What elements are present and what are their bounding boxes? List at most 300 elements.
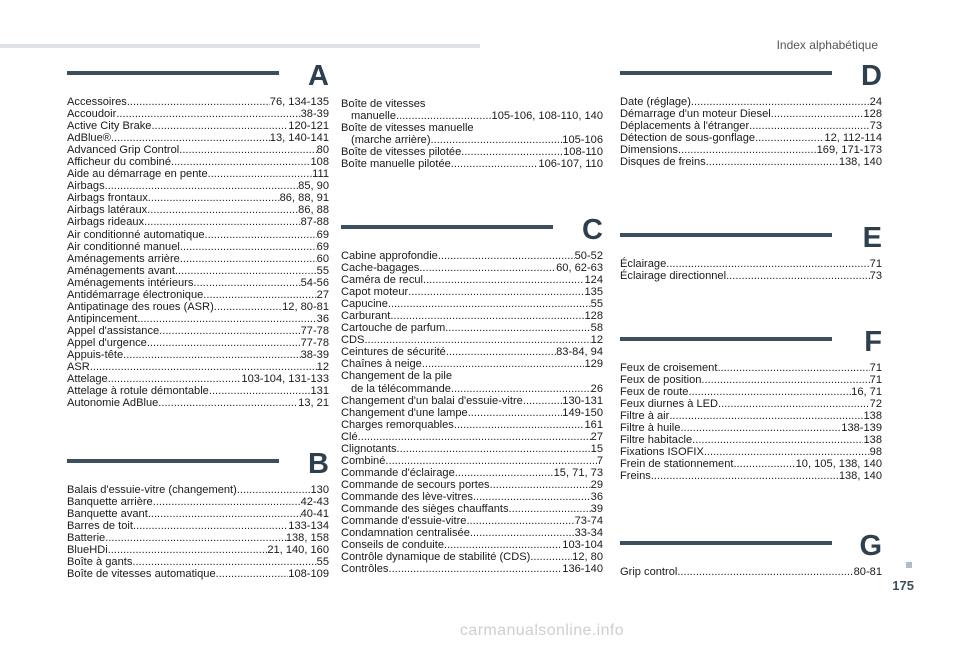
index-entry-pages: 124 xyxy=(584,274,603,287)
index-entry-label: Boîte de vitesses automatique xyxy=(67,568,216,581)
page-marker xyxy=(906,562,912,568)
dot-leader xyxy=(175,265,317,277)
index-entry-pages: 12, 80-81 xyxy=(282,300,329,313)
dot-leader xyxy=(523,395,562,407)
index-entry xyxy=(67,216,329,228)
index-entry-label: Changement de la pile xyxy=(341,370,453,383)
dot-leader xyxy=(147,337,301,349)
index-entry xyxy=(67,168,329,180)
index-entry-label: Cabine approfondie xyxy=(341,250,438,262)
index-entry xyxy=(341,146,603,158)
dot-leader xyxy=(490,479,591,491)
index-entry xyxy=(620,96,882,108)
index-entry xyxy=(341,286,603,298)
index-entry-pages: 77-78 xyxy=(300,324,329,337)
index-entry-pages: 54-56 xyxy=(300,276,329,289)
index-entry xyxy=(341,158,603,170)
index-entry-pages: 40-41 xyxy=(300,508,329,521)
section-letter-d: D xyxy=(861,60,882,92)
index-entry xyxy=(67,568,329,580)
dot-leader xyxy=(419,262,556,274)
dot-leader xyxy=(216,568,289,580)
index-entry xyxy=(67,180,329,192)
index-entry-pages: 120-121 xyxy=(288,120,329,133)
index-entry-pages: 12 xyxy=(316,361,329,374)
index-entry-label: Cache-bagages xyxy=(341,262,420,275)
dot-leader xyxy=(137,313,316,325)
dot-leader xyxy=(364,334,590,346)
dot-leader xyxy=(123,349,301,361)
index-entry xyxy=(341,503,603,515)
index-entry-pages: 15, 71, 73 xyxy=(553,466,603,479)
page-title: Index alphabétique xyxy=(776,38,878,52)
index-entry-pages: 12 xyxy=(590,334,603,347)
index-entry-label: Grip control xyxy=(620,566,678,578)
column-2-b-cont xyxy=(341,96,603,170)
index-entry-pages: 38-39 xyxy=(300,108,329,121)
index-entry xyxy=(67,204,329,216)
index-entry xyxy=(341,539,603,551)
dot-leader xyxy=(651,470,839,482)
index-entry xyxy=(67,349,329,361)
section-divider xyxy=(620,71,832,75)
index-entry-pages: 138, 158 xyxy=(285,532,329,545)
dot-leader xyxy=(179,144,316,156)
index-entry-label: Combiné xyxy=(341,454,386,467)
index-entry xyxy=(67,241,329,253)
dot-leader xyxy=(385,455,596,467)
index-entry-label: Charges remorquables xyxy=(341,418,454,431)
index-entry-pages: 87-88 xyxy=(300,216,329,229)
index-entry xyxy=(341,346,603,358)
dot-leader xyxy=(717,362,869,374)
index-entry-label: Feux diurnes à LED xyxy=(620,398,719,411)
index-entry-pages: 71 xyxy=(869,258,882,270)
dot-leader xyxy=(397,443,591,455)
dot-leader xyxy=(749,120,870,132)
dot-leader xyxy=(701,374,869,386)
index-entry-label: Contrôle dynamique de stabilité (CDS) xyxy=(341,551,531,564)
section-header-a xyxy=(67,60,329,94)
page-number: 175 xyxy=(892,578,914,593)
index-entry xyxy=(620,566,882,578)
index-entry-label: Airbags frontaux xyxy=(67,192,148,205)
index-entry xyxy=(620,108,882,120)
index-entry-label: Appel d'urgence xyxy=(67,336,147,349)
dot-leader xyxy=(108,544,268,556)
index-entry xyxy=(67,373,329,385)
dot-leader xyxy=(237,484,311,496)
index-entry-pages: 55 xyxy=(590,298,603,311)
index-entry-label: Disques de freins xyxy=(620,156,706,169)
index-entry-label: Commande des lève-vitres xyxy=(341,490,473,503)
dot-leader xyxy=(148,508,301,520)
index-entry xyxy=(67,144,329,156)
index-entry-pages: 71 xyxy=(869,374,882,387)
index-entry-label: de la télécommande xyxy=(351,382,451,395)
index-entry-label: Airbags xyxy=(67,180,105,193)
dot-leader xyxy=(390,310,584,322)
dot-leader xyxy=(451,158,539,170)
index-entry xyxy=(341,334,603,346)
index-entry xyxy=(341,395,603,407)
index-entry xyxy=(67,192,329,204)
index-entry-label: Antidémarrage électronique xyxy=(67,288,204,301)
dot-leader xyxy=(203,289,316,301)
dot-leader xyxy=(691,96,870,108)
index-entry-label: Changement d'un balai d'essuie-vitre xyxy=(341,394,523,407)
index-entry xyxy=(620,410,882,422)
index-entry-pages: 138 xyxy=(863,434,882,447)
index-entry-label: Carburant xyxy=(341,310,391,323)
index-list-f xyxy=(620,362,882,482)
dot-leader xyxy=(688,386,851,398)
index-entry-label: Active City Brake xyxy=(67,120,152,133)
index-entry xyxy=(67,496,329,508)
index-entry xyxy=(341,419,603,431)
dot-leader xyxy=(193,277,300,289)
index-entry-pages: 138, 140 xyxy=(838,470,882,483)
index-entry-pages: 106-107, 110 xyxy=(538,158,603,171)
column-3-d xyxy=(620,60,882,169)
index-entry xyxy=(341,515,603,527)
index-entry xyxy=(620,458,882,470)
index-entry-label: Freins xyxy=(620,470,651,483)
index-entry-label: Éclairage xyxy=(620,258,667,270)
dot-leader xyxy=(208,168,313,180)
dot-leader xyxy=(388,563,562,575)
section-header-g xyxy=(620,530,882,564)
index-entry-pages: 83-84, 94 xyxy=(556,346,603,359)
index-entry-pages: 10, 105, 138, 140 xyxy=(795,458,882,471)
dot-leader xyxy=(144,216,301,228)
section-divider xyxy=(67,71,279,75)
index-entry-label: Balais d'essuie-vitre (changement) xyxy=(67,484,237,496)
index-entry-label: Filtre à huile xyxy=(620,422,681,435)
index-entry-pages: 69 xyxy=(316,228,329,241)
column-2 xyxy=(341,214,603,576)
dot-leader xyxy=(692,434,863,446)
index-entry-pages: 24 xyxy=(869,96,882,108)
index-entry xyxy=(67,313,329,325)
column-3-g xyxy=(620,530,882,578)
index-entry-pages: 128 xyxy=(584,310,603,323)
index-entry-pages: 133-134 xyxy=(288,520,329,533)
dot-leader xyxy=(461,146,563,158)
index-entry-pages: 60, 62-63 xyxy=(556,262,603,275)
index-entry-pages: 29 xyxy=(590,478,603,491)
index-entry-pages: 77-78 xyxy=(300,336,329,349)
index-entry-label: Attelage à rotule démontable xyxy=(67,385,209,398)
index-entry xyxy=(341,250,603,262)
column-1-b xyxy=(67,448,329,581)
dot-leader xyxy=(473,491,591,503)
index-entry-pages: 71 xyxy=(869,362,882,374)
index-entry xyxy=(67,337,329,349)
index-entry xyxy=(67,96,329,108)
index-entry-pages: 76, 134-135 xyxy=(269,96,329,108)
dot-leader xyxy=(180,253,317,265)
index-entry xyxy=(341,527,603,539)
index-entry-pages: 58 xyxy=(590,322,603,335)
dot-leader xyxy=(431,134,563,146)
index-entry-pages: 36 xyxy=(590,490,603,503)
index-entry-label: Contrôles xyxy=(341,563,389,576)
dot-leader xyxy=(151,120,288,132)
dot-leader xyxy=(444,539,562,551)
index-entry-pages: 60 xyxy=(316,252,329,265)
index-entry-pages: 138-139 xyxy=(841,422,882,435)
index-entry xyxy=(341,98,603,110)
section-letter-g: G xyxy=(859,530,882,562)
index-entry-label: Feux de position xyxy=(620,374,702,387)
index-entry-pages: 55 xyxy=(316,264,329,277)
index-entry-label: Banquette avant xyxy=(67,508,148,521)
section-header-b xyxy=(67,448,329,482)
index-entry xyxy=(67,556,329,568)
index-entry-pages: 128 xyxy=(863,108,882,121)
index-entry-label: ASR xyxy=(67,361,90,374)
dot-leader xyxy=(771,108,864,120)
section-header-d xyxy=(620,60,882,94)
index-entry xyxy=(620,386,882,398)
index-entry xyxy=(341,467,603,479)
index-entry-pages: 27 xyxy=(590,430,603,443)
index-entry-label: Boîte de vitesses xyxy=(341,98,426,110)
index-list-g xyxy=(620,566,882,578)
index-entry-label: (marche arrière) xyxy=(351,134,431,147)
dot-leader xyxy=(396,110,492,122)
index-entry-label: Boîte de vitesses pilotée xyxy=(341,146,462,159)
index-entry-pages: 105-106 xyxy=(562,134,603,147)
index-entry xyxy=(341,110,603,122)
index-entry-label: Accoudoir xyxy=(67,108,117,121)
index-entry xyxy=(341,443,603,455)
index-entry xyxy=(67,301,329,313)
index-entry-label: Clignotants xyxy=(341,442,397,455)
dot-leader xyxy=(470,527,575,539)
index-entry-pages: 12, 80 xyxy=(572,551,603,564)
index-entry-pages: 7 xyxy=(596,454,603,467)
index-entry-pages: 103-104 xyxy=(562,539,603,552)
index-entry-pages: 80 xyxy=(316,144,329,157)
column-1 xyxy=(67,60,329,410)
index-entry-label: Boîte manuelle pilotée xyxy=(341,158,451,171)
index-list-c xyxy=(341,250,603,575)
index-entry-pages: 169, 171-173 xyxy=(816,144,882,157)
index-entry-label: Airbags rideaux xyxy=(67,216,145,229)
index-entry-pages: 105-106, 108-110, 140 xyxy=(491,110,603,123)
index-entry-pages: 50-52 xyxy=(574,250,603,262)
index-entry-label: Appuis-tête xyxy=(67,348,124,361)
section-divider xyxy=(620,541,832,545)
index-entry xyxy=(620,398,882,410)
index-entry xyxy=(341,262,603,274)
index-entry-label: Date (réglage) xyxy=(620,96,691,108)
index-entry-label: Autonomie AdBlue xyxy=(67,397,159,410)
index-entry-pages: 39 xyxy=(590,502,603,515)
dot-leader xyxy=(388,298,591,310)
index-entry-pages: 138, 140 xyxy=(838,156,882,169)
index-entry-pages: 21, 140, 160 xyxy=(267,544,329,557)
index-entry-label: Changement d'une lampe xyxy=(341,406,468,419)
column-3-e xyxy=(620,222,882,283)
dot-leader xyxy=(90,361,317,373)
section-divider xyxy=(620,233,832,237)
index-entry-label: Clé xyxy=(341,430,358,443)
index-entry xyxy=(620,156,882,168)
index-entry xyxy=(341,322,603,334)
index-entry-label: Aménagements arrière xyxy=(67,252,180,265)
index-entry-pages: 138 xyxy=(863,410,882,423)
index-entry xyxy=(620,374,882,386)
index-entry-label: Banquette arrière xyxy=(67,496,153,509)
dot-leader xyxy=(158,397,298,409)
index-entry-label: Dimensions xyxy=(620,144,678,157)
index-entry-label: Feux de route xyxy=(620,386,689,399)
index-entry-label: Feux de croisement xyxy=(620,362,718,374)
index-entry-label: Chaînes à neige xyxy=(341,358,422,371)
index-entry xyxy=(341,370,603,382)
dot-leader xyxy=(422,358,585,370)
dot-leader xyxy=(105,532,286,544)
index-entry xyxy=(67,108,329,120)
dot-leader xyxy=(408,286,584,298)
index-entry-pages: 15 xyxy=(590,442,603,455)
index-entry xyxy=(341,383,603,395)
index-entry-pages: 86, 88 xyxy=(298,204,329,217)
section-header-e xyxy=(620,222,882,256)
index-entry xyxy=(620,270,882,282)
dot-leader xyxy=(726,270,870,282)
dot-leader xyxy=(669,410,863,422)
section-letter-b: B xyxy=(308,448,329,480)
index-entry-pages: 98 xyxy=(869,446,882,459)
index-entry-pages: 72 xyxy=(869,398,882,411)
index-entry-label: Air conditionné manuel xyxy=(67,240,180,253)
dot-leader xyxy=(438,250,575,262)
dot-leader xyxy=(666,258,869,270)
index-entry xyxy=(620,470,882,482)
index-entry-label: Antipatinage des roues (ASR) xyxy=(67,300,214,313)
index-entry-label: AdBlue® xyxy=(67,132,111,145)
index-entry xyxy=(341,122,603,134)
index-entry xyxy=(620,132,882,144)
section-divider xyxy=(341,225,553,229)
section-divider xyxy=(620,337,832,341)
index-entry-pages: 80-81 xyxy=(853,566,882,578)
index-entry-pages: 38-39 xyxy=(300,348,329,361)
dot-leader xyxy=(530,551,572,563)
dot-leader xyxy=(677,566,853,578)
dot-leader xyxy=(171,156,310,168)
index-entry-pages: 135 xyxy=(584,286,603,299)
dot-leader xyxy=(718,398,870,410)
index-entry-label: Cartouche de parfum xyxy=(341,322,446,335)
index-entry xyxy=(620,144,882,156)
dot-leader xyxy=(159,325,300,337)
index-entry-pages: 161 xyxy=(584,418,603,431)
index-list-e xyxy=(620,258,882,282)
dot-leader xyxy=(706,156,839,168)
index-entry xyxy=(67,289,329,301)
index-entry-pages: 27 xyxy=(316,288,329,301)
dot-leader xyxy=(133,520,288,532)
index-entry-pages: 108-109 xyxy=(288,568,329,581)
index-entry xyxy=(67,265,329,277)
index-entry xyxy=(341,431,603,443)
index-entry-label: Commande des sièges chauffants xyxy=(341,502,509,515)
index-entry xyxy=(341,274,603,286)
index-entry-pages: 86, 88, 91 xyxy=(279,192,329,205)
index-entry-pages: 33-34 xyxy=(574,527,603,540)
dot-leader xyxy=(127,96,270,108)
index-entry-label: Capot moteur xyxy=(341,286,409,299)
index-entry-label: Filtre habitacle xyxy=(620,434,693,447)
dot-leader xyxy=(509,503,591,515)
dot-leader xyxy=(454,419,585,431)
index-entry-label: Démarrage d'un moteur Diesel xyxy=(620,108,771,121)
index-entry-pages: 130 xyxy=(310,484,329,496)
section-header-f xyxy=(620,326,882,360)
dot-leader xyxy=(678,144,817,156)
index-entry-pages: 55 xyxy=(316,556,329,569)
index-entry xyxy=(620,258,882,270)
index-entry xyxy=(620,362,882,374)
index-entry-label: Condamnation centralisée xyxy=(341,527,470,540)
index-entry-label: CDS xyxy=(341,334,365,347)
index-entry-label: Commande de secours portes xyxy=(341,478,490,491)
dot-leader xyxy=(116,108,300,120)
index-entry-label: Boîte de vitesses manuelle xyxy=(341,122,474,135)
section-letter-e: E xyxy=(862,222,882,254)
index-entry-label: Conseils de conduite xyxy=(341,539,444,552)
dot-leader xyxy=(132,556,316,568)
index-entry xyxy=(67,397,329,409)
index-entry-pages: 12, 112-114 xyxy=(824,132,882,145)
index-entry-label: Attelage xyxy=(67,373,108,386)
index-entry-label: BlueHDi xyxy=(67,544,108,557)
dot-leader xyxy=(733,458,795,470)
index-entry xyxy=(67,544,329,556)
index-entry xyxy=(341,358,603,370)
dot-leader xyxy=(755,132,824,144)
index-entry-pages: 108 xyxy=(310,156,329,169)
index-entry xyxy=(341,310,603,322)
index-entry xyxy=(67,361,329,373)
dot-leader xyxy=(680,422,841,434)
index-entry xyxy=(341,134,603,146)
index-entry-label: Aménagements intérieurs xyxy=(67,276,194,289)
index-entry-pages: 111 xyxy=(312,168,329,181)
index-entry xyxy=(67,277,329,289)
dot-leader xyxy=(205,229,317,241)
index-entry-label: Commande d'éclairage xyxy=(341,466,455,479)
dot-leader xyxy=(148,192,280,204)
index-entry-label: Aménagements avant xyxy=(67,264,175,277)
index-entry xyxy=(67,508,329,520)
index-entry xyxy=(67,484,329,496)
index-entry xyxy=(67,156,329,168)
index-entry-label: Caméra de recul xyxy=(341,274,424,287)
index-entry-pages: 26 xyxy=(590,382,603,395)
index-entry xyxy=(341,479,603,491)
index-entry xyxy=(341,491,603,503)
dot-leader xyxy=(445,322,590,334)
index-entry-pages: 73-74 xyxy=(574,515,603,528)
dot-leader xyxy=(455,467,554,479)
index-list-a xyxy=(67,96,329,409)
